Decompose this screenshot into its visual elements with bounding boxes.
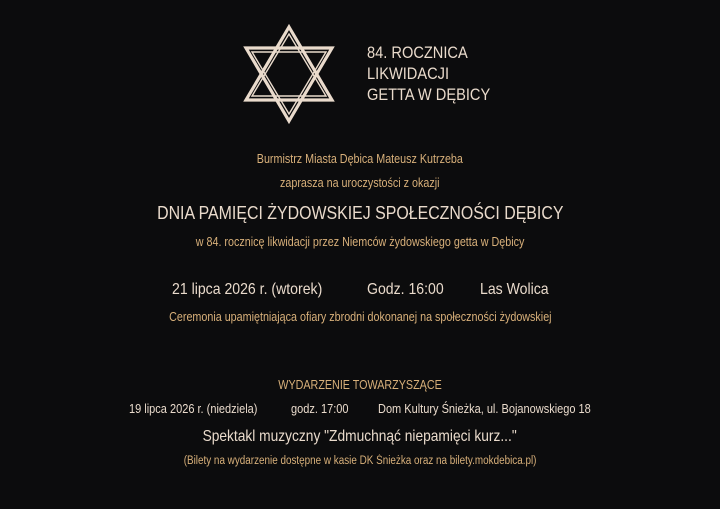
side-event-show: Spektakl muzyczny "Zdmuchnąć niepamięci kurz..." xyxy=(202,428,518,445)
star-inner-up xyxy=(252,34,326,96)
host-line xyxy=(0,152,720,166)
header-title-line: LIKWIDACJI xyxy=(367,64,450,83)
event-name: DNIA PAMIĘCI ŻYDOWSKIEJ SPOŁECZNOŚCI DĘBICY xyxy=(156,202,564,223)
header-title-line: 84. ROCZNICA xyxy=(367,43,468,62)
event-date: 21 lipca 2026 r. (wtorek) xyxy=(172,281,323,298)
side-event-heading-line xyxy=(0,378,720,392)
side-event-heading: WYDARZENIE TOWARZYSZĄCE xyxy=(278,378,442,392)
header-title xyxy=(367,42,490,105)
host-text: Burmistrz Miasta Dębica Mateusz Kutrzeba xyxy=(256,152,464,166)
header-title-line: GETTA W DĘBICY xyxy=(367,85,491,104)
event-place: Las Wolica xyxy=(480,281,549,298)
side-event-tickets: (Bilety na wydarzenie dostępne w kasie DK Śnieżka oraz na bilety.mokdebica.pl) xyxy=(183,455,537,467)
invite-line xyxy=(0,176,720,190)
side-event-tickets-line xyxy=(0,455,720,467)
star-of-david-icon xyxy=(243,24,335,124)
occasion-line xyxy=(0,235,720,249)
invite-text: zaprasza na uroczystości z okazji xyxy=(280,176,440,190)
occasion-text: w 84. rocznicę likwidacji przez Niemców żydowskiego getta w Dębicy xyxy=(195,235,525,249)
event-time: Godz. 16:00 xyxy=(367,281,444,298)
ceremony-text: Ceremonia upamiętniająca ofiary zbrodni dokonanej na społeczności żydowskiej xyxy=(168,310,552,324)
event-name-line xyxy=(0,202,720,224)
side-event-place: Dom Kultury Śnieżka, ul. Bojanowskiego 18 xyxy=(378,402,591,416)
side-event-show-line xyxy=(0,428,720,446)
star-inner-down xyxy=(252,52,326,114)
side-event-date: 19 lipca 2026 r. (niedziela) xyxy=(129,402,258,416)
side-event-time: godz. 17:00 xyxy=(291,402,349,416)
ceremony-line xyxy=(0,310,720,324)
